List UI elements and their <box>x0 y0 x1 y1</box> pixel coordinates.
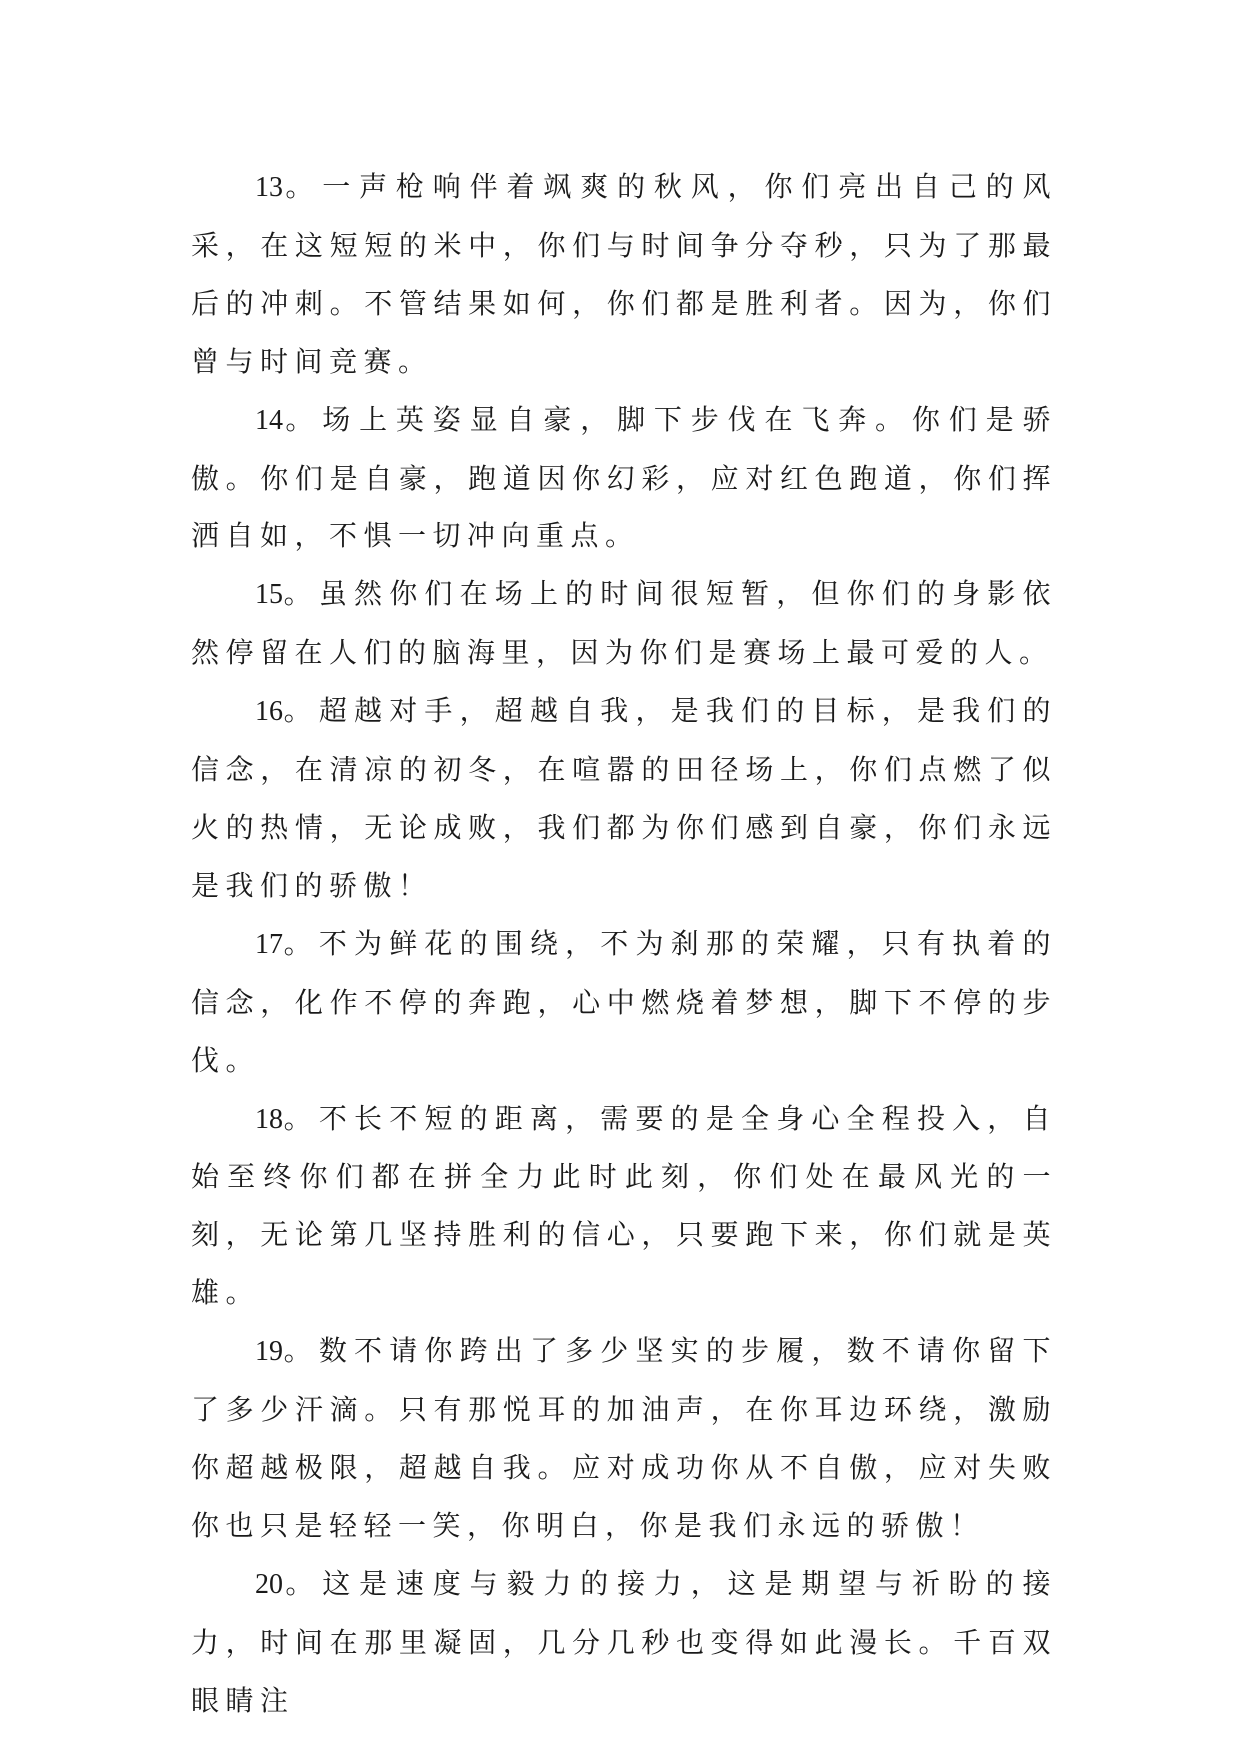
paragraph-text: 。这是速度与毅力的接力，这是期望与祈盼的接力，时间在那里凝固，几分几秒也变得如此漫长。千百双眼睛注 <box>191 1566 1057 1717</box>
paragraph-number: 18 <box>255 1103 283 1135</box>
paragraph-number: 13 <box>255 172 283 203</box>
paragraph-number: 15 <box>255 579 283 611</box>
paragraph-number: 17 <box>255 928 283 960</box>
paragraph-text: 。不为鲜花的围绕，不为刹那的荣耀，只有执着的信念，化作不停的奔跑，心中燃烧着梦想，脚下不停的步伐。 <box>191 926 1057 1077</box>
paragraph-text: 。场上英姿显自豪，脚下步伐在飞奔。你们是骄傲。你们是自豪，跑道因你幻彩，应对红色跑道，你们挥洒自如，不惧一切冲向重点。 <box>191 402 1057 553</box>
paragraph-text: 。超越对手，超越自我，是我们的目标，是我们的信念，在清凉的初冬，在喧嚣的田径场上，你们点燃了似火的热情，无论成败，我们都为你们感到自豪，你们永远是我们的骄傲！ <box>191 694 1057 902</box>
paragraph-16 <box>191 682 1057 915</box>
paragraph-text: 。一声枪响伴着飒爽的秋风，你们亮出自己的风采，在这短短的米中，你们与时间争分夺秒，只为了那最后的冲刺。不管结果如何，你们都是胜利者。因为，你们曾与时间竞赛。 <box>191 170 1057 378</box>
paragraph-14 <box>191 391 1057 566</box>
paragraph-number: 20 <box>255 1568 283 1600</box>
paragraph-text: 。数不请你跨出了多少坚实的步履，数不请你留下了多少汗滴。只有那悦耳的加油声，在你耳边环绕，激励你超越极限，超越自我。应对成功你从不自傲，应对失败你也只是轻轻一笑，你明白，你是我们永远的骄傲！ <box>191 1334 1057 1542</box>
paragraph-text: 。虽然你们在场上的时间很短暂，但你们的身影依然停留在人们的脑海里，因为你们是赛场上最可爱的人。 <box>191 577 1057 670</box>
paragraph-17 <box>191 915 1057 1090</box>
paragraph-number: 19 <box>255 1336 283 1368</box>
paragraph-18 <box>191 1090 1057 1323</box>
paragraph-13 <box>191 158 1057 391</box>
paragraph-15 <box>191 565 1057 682</box>
document-body <box>191 158 1057 1729</box>
paragraph-20 <box>191 1555 1057 1730</box>
paragraph-number: 14 <box>255 404 283 436</box>
paragraph-number: 16 <box>255 696 283 728</box>
paragraph-19 <box>191 1322 1057 1555</box>
paragraph-text: 。不长不短的距离，需要的是全身心全程投入，自始至终你们都在拼全力此时此刻，你们处在最风光的一刻，无论第几坚持胜利的信心，只要跑下来，你们就是英雄。 <box>191 1101 1057 1310</box>
